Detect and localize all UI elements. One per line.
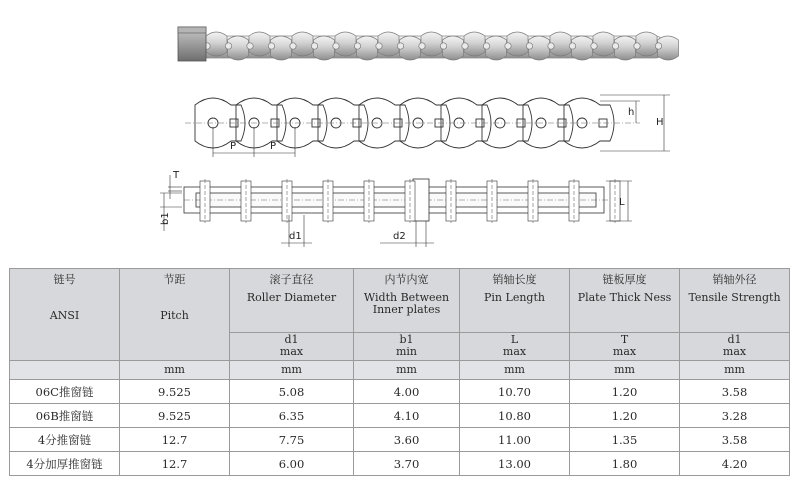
cell-pin-length: 13.00 [460, 452, 570, 476]
label-d1: d1 [289, 231, 302, 242]
cell-tensile-strength: 3.58 [680, 380, 790, 404]
unit-cell: mm [230, 361, 354, 380]
chain-pin [440, 43, 446, 49]
cell-inner-width: 4.10 [354, 404, 460, 428]
unit-cell: mm [354, 361, 460, 380]
label-T: T [173, 170, 180, 181]
table-row [10, 380, 790, 404]
label-L: L [619, 197, 625, 208]
chain-pin [290, 43, 296, 49]
col-header-pitch: 节距 Pitch [120, 269, 230, 361]
chain-pin [462, 43, 468, 49]
chain-pin [225, 43, 231, 49]
chain-pin [333, 43, 339, 49]
chain-pin [655, 43, 661, 49]
chain-pin [247, 43, 253, 49]
cell-tensile-strength: 4.20 [680, 452, 790, 476]
chain-technical-drawing [0, 75, 803, 260]
spec-table [9, 268, 790, 476]
label-pitch-1: P [230, 141, 237, 152]
cell-plate-thickness: 1.20 [570, 404, 680, 428]
label-H: H [656, 117, 664, 128]
chain-pin [505, 43, 511, 49]
cell-chain-no: 4分加厚推窗链 [10, 452, 120, 476]
cell-roller-diameter: 7.75 [230, 428, 354, 452]
cell-inner-width: 3.60 [354, 428, 460, 452]
col-sym-d1: d1 max [230, 333, 354, 361]
unit-cell: mm [120, 361, 230, 380]
cell-tensile-strength: 3.58 [680, 428, 790, 452]
cell-plate-thickness: 1.35 [570, 428, 680, 452]
chain-photo [0, 0, 803, 75]
unit-cell: mm [460, 361, 570, 380]
table-row [10, 452, 790, 476]
label-b1: b1 [160, 212, 171, 225]
col-header-ansi: 链号 ANSI [10, 269, 120, 361]
table-row [10, 428, 790, 452]
label-d2: d2 [393, 231, 406, 242]
cell-chain-no: 4分推窗链 [10, 428, 120, 452]
cell-pin-length: 10.70 [460, 380, 570, 404]
chain-pin [612, 43, 618, 49]
cell-pitch: 12.7 [120, 428, 230, 452]
cell-inner-width: 3.70 [354, 452, 460, 476]
table-row [10, 404, 790, 428]
unit-cell: mm [570, 361, 680, 380]
label-pitch-2: P [270, 141, 277, 152]
cell-pin-length: 10.80 [460, 404, 570, 428]
chain-pin [376, 43, 382, 49]
col-sym-T: T max [570, 333, 680, 361]
cell-roller-diameter: 6.35 [230, 404, 354, 428]
cell-pitch: 9.525 [120, 404, 230, 428]
cell-chain-no: 06B推窗链 [10, 404, 120, 428]
chain-pin [419, 43, 425, 49]
unit-cell: mm [680, 361, 790, 380]
cell-plate-thickness: 1.20 [570, 380, 680, 404]
col-sym-d1-pin: d1 max [680, 333, 790, 361]
col-header-pin-length: 销轴长度 Pin Length [460, 269, 570, 333]
col-header-plate-thickness: 链板厚度 Plate Thick Ness [570, 269, 680, 333]
col-header-inner-width: 内节内宽 Width Between Inner plates [354, 269, 460, 333]
chain-pin [311, 43, 317, 49]
cell-roller-diameter: 6.00 [230, 452, 354, 476]
chain-pin [569, 43, 575, 49]
chain-pin [483, 43, 489, 49]
chain-pin [548, 43, 554, 49]
col-header-roller-diameter: 滚子直径 Roller Diameter [230, 269, 354, 333]
chain-pin [354, 43, 360, 49]
cell-tensile-strength: 3.28 [680, 404, 790, 428]
cell-chain-no: 06C推窗链 [10, 380, 120, 404]
cell-plate-thickness: 1.80 [570, 452, 680, 476]
unit-cell [10, 361, 120, 380]
cell-pitch: 12.7 [120, 452, 230, 476]
cell-pitch: 9.525 [120, 380, 230, 404]
col-sym-b1: b1 min [354, 333, 460, 361]
cell-roller-diameter: 5.08 [230, 380, 354, 404]
cell-pin-length: 11.00 [460, 428, 570, 452]
chain-pin [397, 43, 403, 49]
chain-pin [268, 43, 274, 49]
chain-pin [591, 43, 597, 49]
chain-pin [526, 43, 532, 49]
chain-pin [634, 43, 640, 49]
col-sym-L: L max [460, 333, 570, 361]
cell-inner-width: 4.00 [354, 380, 460, 404]
col-header-tensile-strength: 销轴外径 Tensile Strength [680, 269, 790, 333]
label-h: h [628, 107, 635, 118]
